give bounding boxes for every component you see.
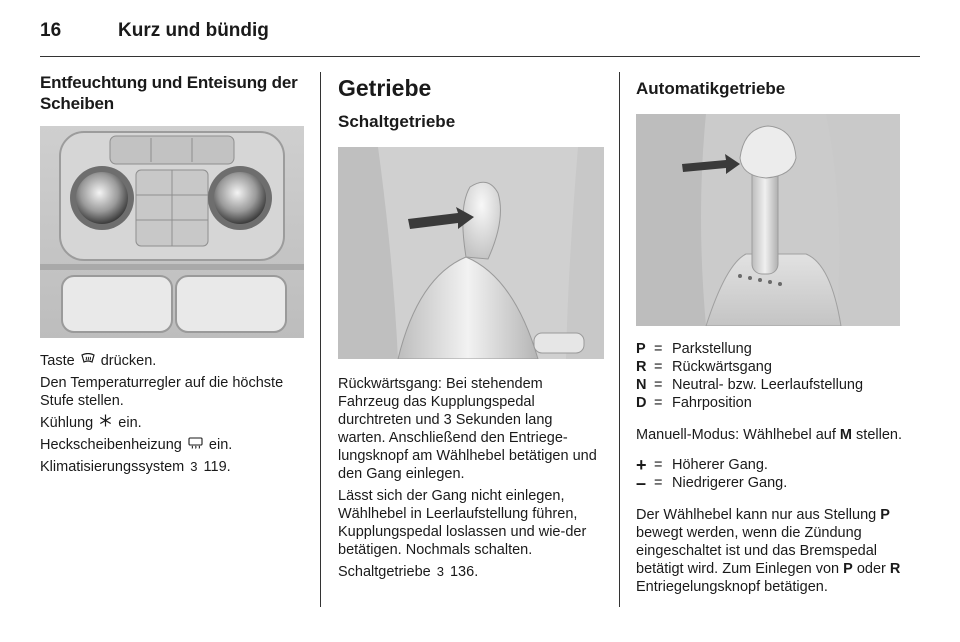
rear-window-heating-icon [188, 436, 203, 454]
legend-row: – = Niedrigerer Gang. [636, 473, 788, 493]
legend-row: N = Neutral- bzw. Leerlaufstellung [636, 377, 864, 393]
manual-mode-legend [636, 456, 787, 492]
page-number: 16 [40, 20, 62, 41]
automatic-lever-illustration [636, 114, 900, 326]
selector-release-paragraph: Der Wählhebel kann nur aus Stellung P bewegt werden, wenn die Zündung eingeschaltet ist und das Bremspedal betätigt wird. Zum Einlegen von P oder R Entriegelungsknopf betätigen. [636, 507, 901, 595]
climate-panel-illustration [40, 126, 304, 338]
reverse-gear-paragraph: Rückwärtsgang: Bei stehendem Fahrzeug das Kupplungspedal durchtreten und 3 Sekunden lang warten. Anschließend den Entriege-lungsknopf am Wählhebel betätigen und den Gang einlegen. [338, 376, 597, 482]
header-divider [40, 56, 920, 57]
column-divider-1 [320, 72, 321, 607]
page-reference-icon: 3 [190, 459, 198, 474]
right-column [636, 72, 902, 596]
climate-control-panel-image [40, 126, 304, 338]
manual-gearbox-reference: Schaltgetriebe 3 136. [338, 564, 479, 580]
defrost-step-2: Den Temperaturregler auf die höchste Stufe stellen. [40, 375, 284, 409]
defrost-step-1: Taste drücken. [40, 353, 157, 369]
defrost-step-3: Kühlung ein. [40, 415, 142, 431]
manual-mode-paragraph: Manuell-Modus: Wählhebel auf M stellen. [636, 427, 902, 443]
middle-column [338, 72, 604, 581]
page-header [40, 20, 920, 64]
manual-gear-lever-image [338, 147, 604, 359]
windshield-defrost-icon [81, 352, 95, 370]
snowflake-icon [99, 414, 112, 432]
defrost-step-5: Klimatisierungssystem 3 119. [40, 459, 231, 475]
page-reference-icon: 3 [436, 564, 444, 579]
automatic-gearbox-heading: Automatikgetriebe [636, 79, 786, 98]
defrost-heading: Entfeuchtung und Enteisung der Scheiben [40, 73, 298, 113]
column-divider-2 [619, 72, 620, 607]
automatic-selector-lever-image [636, 114, 900, 326]
gear-not-engaging-paragraph: Lässt sich der Gang nicht einlegen, Wählhebel in Leerlaufstellung führen, Kupplungspedal loslassen und wie-der betätigen. Nochmals schalten. [338, 488, 587, 558]
left-column [40, 72, 304, 476]
manual-lever-illustration [338, 147, 604, 359]
manual-gearbox-subheading: Schaltgetriebe [338, 112, 456, 131]
legend-row: + = Höherer Gang. [636, 455, 768, 475]
selector-positions-legend [636, 340, 863, 412]
legend-row: P = Parkstellung [636, 341, 752, 357]
legend-row: R = Rückwärtsgang [636, 359, 772, 375]
defrost-step-4: Heckscheibenheizung ein. [40, 437, 233, 453]
page-title: Kurz und bündig [118, 20, 269, 41]
gearbox-heading: Getriebe [338, 75, 432, 101]
legend-row: D = Fahrposition [636, 395, 752, 411]
